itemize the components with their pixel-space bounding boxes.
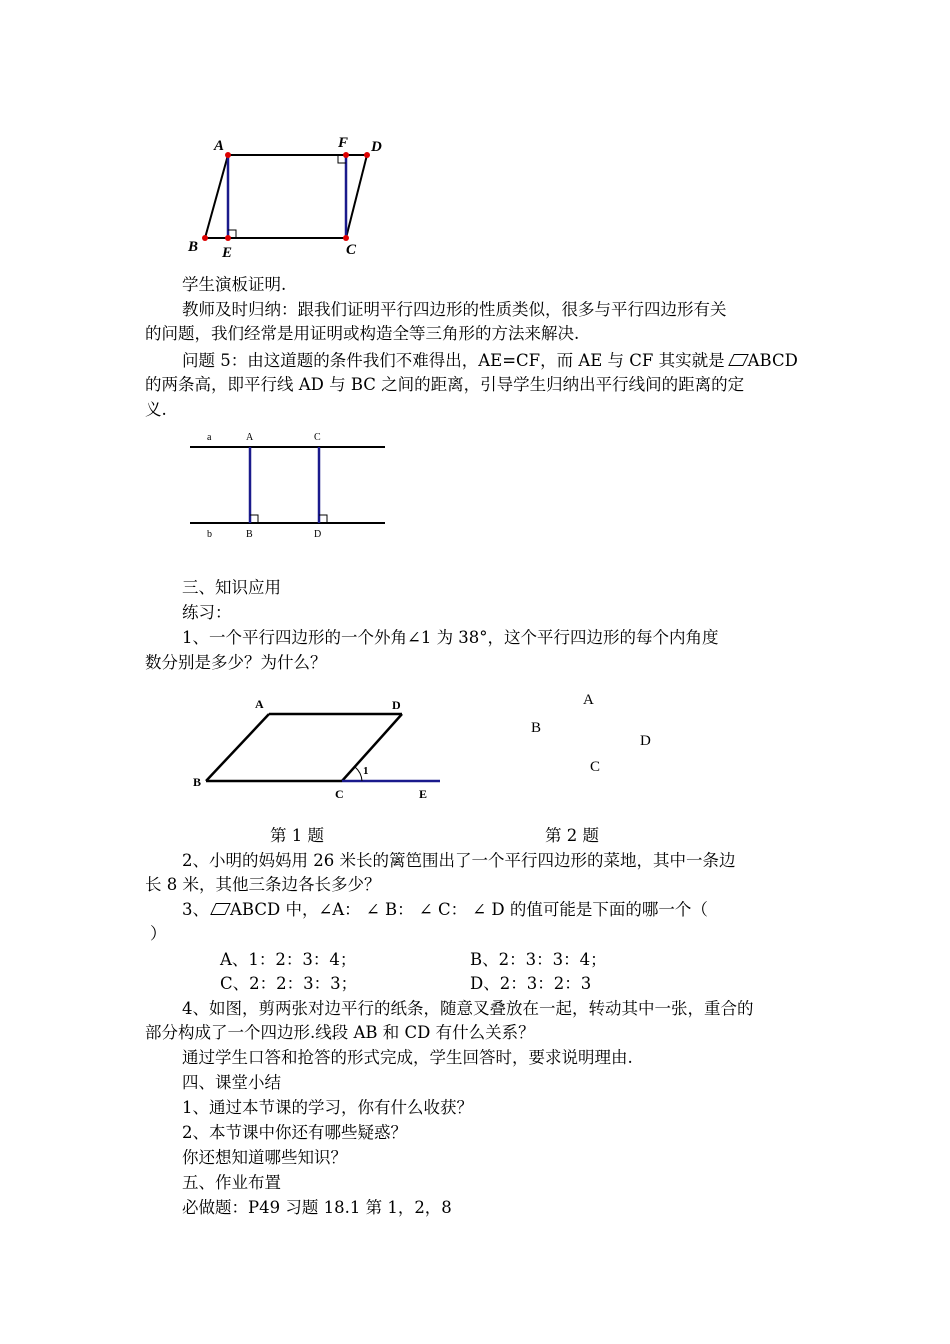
- paragraph-question5-line1: [182, 349, 798, 373]
- point-e: [225, 235, 231, 241]
- option-b: B、2：3：3：4；: [470, 950, 607, 969]
- fig2-label-c: C: [590, 759, 601, 775]
- point-d: [364, 152, 370, 158]
- parallelogram-symbol-icon: [728, 354, 749, 366]
- label-b: B: [193, 775, 202, 789]
- question5-text: 问题 5：由这道题的条件我们不难得出，AE=CF，而 AE 与 CF 其实就是: [182, 351, 725, 370]
- paragraph-board-proof: 学生演板证明.: [182, 275, 287, 294]
- label-f: F: [338, 135, 349, 151]
- question3-text: ABCD 中，∠A： ∠ B： ∠ C： ∠ D 的值可能是下面的哪一个（: [230, 900, 708, 919]
- question3-number: 3、: [182, 900, 209, 919]
- point-c: [343, 235, 349, 241]
- label-a: A: [214, 138, 225, 154]
- label-e: E: [222, 245, 233, 261]
- figure-parallel-lines-distance: [185, 425, 395, 550]
- label-d: D: [371, 139, 382, 155]
- caption-question1: 第 1 题: [270, 826, 324, 845]
- fig2-label-a: A: [583, 692, 594, 708]
- question5-abcd: ABCD: [747, 351, 798, 370]
- summary-item-3: 你还想知道哪些知识？: [182, 1148, 347, 1167]
- parallelogram-abcd: [205, 155, 367, 238]
- point-a: [225, 152, 231, 158]
- label-b: B: [188, 239, 199, 255]
- teaching-note: 通过学生口答和抢答的形式完成，学生回答时，要求说明理由.: [182, 1048, 633, 1067]
- question1-line1: 1、一个平行四边形的一个外角∠1 为 38°，这个平行四边形的每个内角度: [182, 628, 719, 647]
- practice-label: 练习：: [182, 603, 232, 622]
- label-c: C: [346, 242, 357, 258]
- question1-line2: 数分别是多少？为什么？: [145, 653, 327, 672]
- option-d: D、2：3：2：3: [470, 974, 592, 993]
- parallelogram-exterior: [206, 714, 402, 781]
- fig2-label-b: B: [531, 720, 542, 736]
- question3-line2: ）: [150, 924, 167, 943]
- fig2-label-d: D: [640, 733, 651, 749]
- point-b: [202, 235, 208, 241]
- label-point-b: B: [246, 529, 253, 540]
- option-c: C、2：2：3：3；: [220, 974, 358, 993]
- section-five-heading: 五、作业布置: [182, 1173, 281, 1192]
- paragraph-summary-line1: 教师及时归纳：跟我们证明平行四边形的性质类似，很多与平行四边形有关: [182, 300, 727, 319]
- label-a: A: [255, 697, 264, 711]
- parallelogram-symbol-icon: [210, 903, 231, 915]
- paragraph-question5-line3: 义.: [145, 400, 167, 419]
- label-angle-1: 1: [363, 765, 369, 777]
- angle-1-arc: [355, 767, 362, 781]
- figure-exterior-angle: [185, 690, 450, 810]
- paragraph-summary-line2: 的问题，我们经常是用证明或构造全等三角形的方法来解决.: [145, 324, 580, 343]
- question2-line2: 长 8 米，其他三条边各长多少？: [145, 875, 381, 894]
- question2-line1: 2、小明的妈妈用 26 米长的篱笆围出了一个平行四边形的菜地，其中一条边: [182, 851, 736, 870]
- option-a: A、1：2：3：4；: [220, 950, 357, 969]
- summary-item-1: 1、通过本节课的学习，你有什么收获？: [182, 1098, 473, 1117]
- homework-required: 必做题：P49 习题 18.1 第 1，2，8: [182, 1198, 452, 1217]
- caption-question2: 第 2 题: [545, 826, 599, 845]
- section-four-heading: 四、课堂小结: [182, 1073, 281, 1092]
- paragraph-question5-line2: 的两条高，即平行线 AD 与 BC 之间的距离，引导学生归纳出平行线间的距离的定: [145, 375, 745, 394]
- label-line-a: a: [207, 432, 212, 443]
- question3-line1: [182, 898, 708, 922]
- question4-line2: 部分构成了一个四边形.线段 AB 和 CD 有什么关系？: [145, 1023, 535, 1042]
- summary-item-2: 2、本节课中你还有哪些疑惑？: [182, 1123, 407, 1142]
- label-d: D: [392, 698, 401, 712]
- label-e: E: [419, 787, 428, 801]
- point-f: [343, 152, 349, 158]
- label-point-a: A: [246, 432, 254, 443]
- label-c: C: [335, 787, 344, 801]
- question4-line1: 4、如图，剪两张对边平行的纸条，随意叉叠放在一起，转动其中一张，重合的: [182, 999, 754, 1018]
- label-line-b: b: [207, 529, 212, 540]
- section-three-heading: 三、知识应用: [182, 578, 281, 597]
- figure-parallelogram-heights: [180, 125, 410, 265]
- label-point-d: D: [314, 529, 322, 540]
- label-point-c: C: [314, 432, 321, 443]
